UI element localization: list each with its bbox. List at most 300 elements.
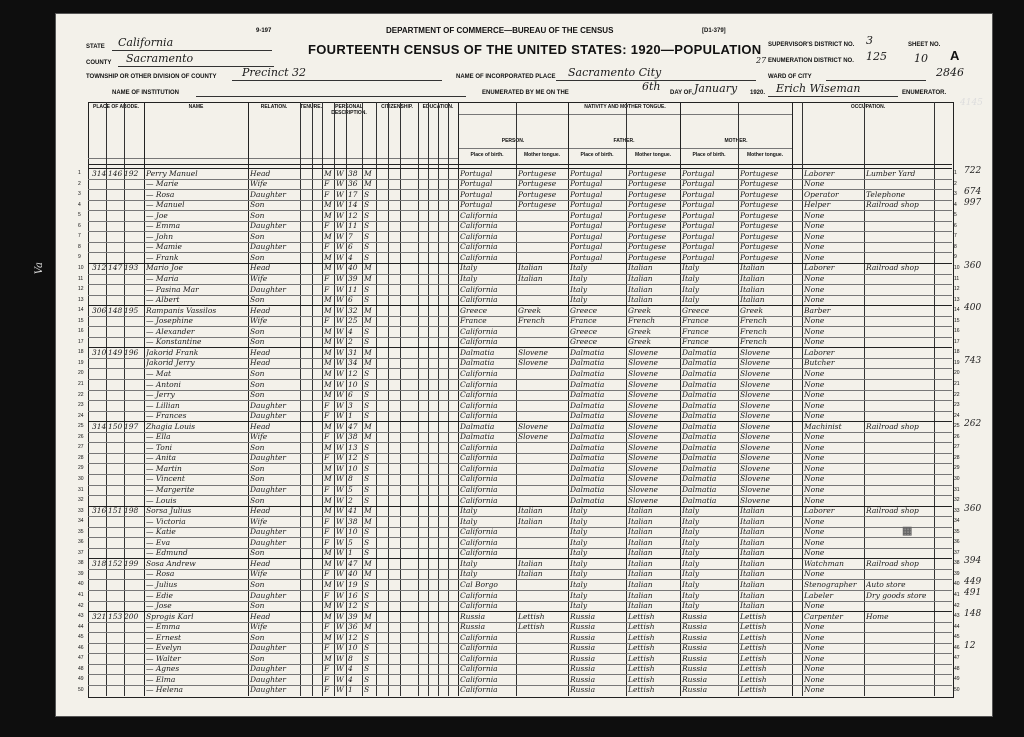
cell-f-tongue: Italian <box>628 569 653 579</box>
cell-race: W <box>336 495 344 505</box>
cell-m-tongue: French <box>740 326 768 336</box>
row-number: 35 <box>78 528 84 535</box>
cell-marital: S <box>364 210 370 220</box>
cell-age: 36 <box>348 179 358 189</box>
column-rule <box>248 102 249 696</box>
cell-f-birth: Greece <box>570 305 598 315</box>
cell-m-tongue: Lettish <box>740 622 767 632</box>
cell-birth: California <box>460 537 498 547</box>
cell-m-tongue: Portugese <box>740 252 779 262</box>
cell-m-tongue: Slovene <box>740 432 770 442</box>
cell-relation: Son <box>250 231 265 241</box>
row-number: 46 <box>78 644 84 651</box>
cell-age: 38 <box>348 168 358 178</box>
cell-f-tongue: Italian <box>628 527 653 537</box>
cell-age: 12 <box>348 453 358 463</box>
cell-marital: S <box>364 390 370 400</box>
cell-birth: California <box>460 379 498 389</box>
row-number: 20 <box>78 370 84 377</box>
cell-sex: M <box>324 263 332 273</box>
cell-family: 198 <box>124 506 139 516</box>
cell-name: — Emma <box>146 622 181 632</box>
cell-occupation: None <box>804 643 825 653</box>
cell-birth: California <box>460 252 498 262</box>
cell-race: W <box>336 569 344 579</box>
cell-age: 19 <box>348 579 358 589</box>
cell-marital: S <box>364 379 370 389</box>
cell-birth: Italy <box>460 506 478 516</box>
cell-marital: S <box>364 653 370 663</box>
cell-occupation: None <box>804 231 825 241</box>
form-number: 9-197 <box>256 28 272 34</box>
cell-f-birth: Italy <box>570 558 588 568</box>
cell-f-birth: Portugal <box>570 231 603 241</box>
cell-marital: S <box>364 590 370 600</box>
cell-occupation: None <box>804 274 825 283</box>
cell-industry: Dry goods store <box>866 590 926 600</box>
cell-age: 5 <box>348 537 353 547</box>
cell-relation: Son <box>250 495 265 505</box>
cell-sex: F <box>324 527 330 537</box>
cell-age: 1 <box>348 411 353 421</box>
cell-age: 39 <box>348 274 358 283</box>
cell-birth: Dalmatia <box>460 421 495 431</box>
cell-race: W <box>336 221 344 231</box>
margin-code: 400 <box>964 303 982 314</box>
header-occupation: OCCUPATION. <box>850 104 886 110</box>
cell-age: 2 <box>348 495 353 505</box>
margin-code: 674 <box>964 187 982 198</box>
margin-code: 262 <box>964 419 982 430</box>
cell-tongue: Slovene <box>518 358 548 368</box>
margin-code: 491 <box>964 588 982 598</box>
cell-age: 47 <box>348 421 358 431</box>
county-value: Sacramento <box>126 52 194 65</box>
cell-race: W <box>336 305 344 315</box>
cell-sex: M <box>324 495 332 505</box>
cell-f-birth: Russia <box>570 643 596 653</box>
cell-tongue: Slovene <box>518 432 548 442</box>
cell-occupation: None <box>804 632 825 642</box>
cell-family: 195 <box>124 305 139 315</box>
cell-m-tongue: French <box>740 316 768 326</box>
column-rule <box>626 102 627 696</box>
row-number: 15 <box>78 317 84 324</box>
cell-race: W <box>336 347 344 357</box>
cell-race: W <box>336 400 344 410</box>
cell-age: 12 <box>348 368 358 378</box>
row-number: 27 <box>78 444 84 451</box>
cell-tongue: Italian <box>518 516 543 526</box>
cell-m-birth: Italy <box>682 263 700 273</box>
column-rule <box>124 102 125 696</box>
cell-race: W <box>336 453 344 463</box>
row-number: 44 <box>954 623 960 630</box>
cell-name: — Joe <box>146 210 168 220</box>
cell-f-birth: France <box>570 316 597 326</box>
row-number: 32 <box>954 497 960 504</box>
cell-race: W <box>336 168 344 178</box>
supervisor-label: SUPERVISOR'S DISTRICT NO. <box>768 42 855 48</box>
cell-sex: M <box>324 632 332 642</box>
margin-note-left: Va <box>34 262 45 275</box>
cell-marital: M <box>364 622 372 632</box>
cell-race: W <box>336 463 344 473</box>
column-rule <box>400 102 401 696</box>
cell-sex: M <box>324 390 332 400</box>
cell-m-birth: Portugal <box>682 168 715 178</box>
cell-age: 14 <box>348 200 358 210</box>
cell-f-birth: Italy <box>570 274 588 283</box>
cell-race: W <box>336 548 344 558</box>
cell-birth: California <box>460 474 498 484</box>
cell-race: W <box>336 263 344 273</box>
cell-sex: F <box>324 590 330 600</box>
cell-name: — Helena <box>146 685 184 695</box>
row-number: 32 <box>78 497 84 504</box>
cell-relation: Wife <box>250 622 268 632</box>
cell-relation: Wife <box>250 274 268 283</box>
cell-race: W <box>336 252 344 262</box>
cell-f-tongue: Italian <box>628 579 653 589</box>
cell-occupation: None <box>804 664 825 674</box>
cell-relation: Head <box>250 347 271 357</box>
cell-race: W <box>336 611 344 621</box>
cell-m-tongue: Italian <box>740 569 765 579</box>
cell-sex: M <box>324 601 332 611</box>
row-number: 30 <box>954 475 960 482</box>
cell-relation: Head <box>250 168 271 178</box>
cell-industry: Railroad shop <box>866 263 919 273</box>
cell-marital: S <box>364 221 370 231</box>
cell-m-birth: Dalmatia <box>682 495 717 505</box>
header-mother-birth: Place of birth. <box>692 152 726 158</box>
header-tenure: TENURE. <box>300 104 322 110</box>
cell-name: Jakorid Jerry <box>146 358 195 368</box>
cell-tongue: Italian <box>518 569 543 579</box>
row-number: 36 <box>954 539 960 546</box>
row-number: 19 <box>954 359 960 366</box>
cell-f-tongue: Slovene <box>628 485 658 494</box>
cell-marital: M <box>364 179 372 189</box>
cell-m-tongue: Slovene <box>740 379 770 389</box>
cell-occupation: None <box>804 432 825 442</box>
cell-birth: California <box>460 485 498 494</box>
cell-birth: California <box>460 231 498 241</box>
cell-f-birth: Italy <box>570 263 588 273</box>
cell-sex: M <box>324 558 332 568</box>
cell-race: W <box>336 179 344 189</box>
cell-marital: S <box>364 579 370 589</box>
cell-relation: Son <box>250 442 265 452</box>
cell-marital: S <box>364 664 370 674</box>
cell-m-birth: Russia <box>682 632 708 642</box>
row-number: 1 <box>954 170 957 176</box>
row-number: 2 <box>78 180 81 187</box>
cell-tongue: Italian <box>518 558 543 568</box>
corner-note: 2846 <box>936 66 964 79</box>
cell-f-tongue: Slovene <box>628 368 658 378</box>
cell-race: W <box>336 189 344 199</box>
cell-occupation: None <box>804 337 825 347</box>
cell-birth: Portugal <box>460 189 493 199</box>
cell-m-birth: Dalmatia <box>682 453 717 463</box>
cell-age: 1 <box>348 685 353 695</box>
cell-f-birth: Dalmatia <box>570 400 605 410</box>
cell-occupation: None <box>804 295 825 305</box>
column-rule <box>458 102 459 696</box>
cell-industry: Railroad shop <box>866 421 919 431</box>
cell-tongue: Portugese <box>518 189 557 199</box>
cell-age: 12 <box>348 601 358 611</box>
cell-relation: Daughter <box>250 221 286 231</box>
cell-m-tongue: French <box>740 337 768 347</box>
cell-relation: Son <box>250 653 265 663</box>
cell-sex: M <box>324 295 332 305</box>
cell-race: W <box>336 421 344 431</box>
enumeration-day: 6th <box>642 80 661 93</box>
cell-f-birth: Dalmatia <box>570 485 605 494</box>
cell-m-tongue: Italian <box>740 548 765 558</box>
cell-occupation: None <box>804 326 825 336</box>
row-number: 45 <box>78 634 84 641</box>
cell-house: 316 <box>92 506 107 516</box>
cell-relation: Wife <box>250 432 268 442</box>
cell-marital: S <box>364 368 370 378</box>
cell-industry: Railroad shop <box>866 506 919 516</box>
cell-f-tongue: Greek <box>628 305 651 315</box>
row-number: 11 <box>78 275 84 282</box>
cell-occupation: None <box>804 463 825 473</box>
cell-marital: S <box>364 453 370 463</box>
column-rule <box>516 102 517 696</box>
cell-f-tongue: Lettish <box>628 643 655 653</box>
cell-age: 36 <box>348 622 358 632</box>
cell-m-tongue: Italian <box>740 263 765 273</box>
cell-race: W <box>336 527 344 537</box>
cell-dwelling: 149 <box>108 347 123 357</box>
row-number: 41 <box>954 592 960 598</box>
cell-age: 47 <box>348 558 358 568</box>
cell-occupation: Laborer <box>804 347 835 357</box>
cell-m-birth: Italy <box>682 558 700 568</box>
cell-tongue: French <box>518 316 546 326</box>
cell-relation: Daughter <box>250 590 286 600</box>
cell-occupation: None <box>804 221 825 231</box>
row-number: 48 <box>78 665 84 672</box>
cell-f-tongue: Lettish <box>628 653 655 663</box>
column-rule <box>346 102 347 696</box>
cell-birth: California <box>460 326 498 336</box>
cell-marital: M <box>364 347 372 357</box>
cell-sex: F <box>324 685 330 695</box>
column-rule <box>388 102 389 696</box>
cell-f-birth: Portugal <box>570 189 603 199</box>
cell-marital: S <box>364 485 370 494</box>
cell-m-birth: Russia <box>682 611 708 621</box>
cell-marital: S <box>364 337 370 347</box>
cell-birth: California <box>460 653 498 663</box>
cell-occupation: None <box>804 485 825 494</box>
cell-age: 16 <box>348 590 358 600</box>
cell-f-tongue: Slovene <box>628 432 658 442</box>
cell-f-tongue: Portugese <box>628 179 667 189</box>
cell-f-tongue: Portugese <box>628 242 667 252</box>
cell-family: 193 <box>124 263 139 273</box>
cell-m-birth: Russia <box>682 622 708 632</box>
cell-marital: M <box>364 168 372 178</box>
ward-label: WARD OF CITY <box>768 74 812 80</box>
cell-house: 306 <box>92 305 107 315</box>
row-number: 48 <box>954 665 960 672</box>
cell-name: — Edie <box>146 590 173 600</box>
cell-age: 11 <box>348 284 358 294</box>
incorporated-place-label: NAME OF INCORPORATED PLACE <box>456 74 556 80</box>
cell-occupation: None <box>804 474 825 484</box>
cell-m-tongue: Italian <box>740 537 765 547</box>
cell-age: 4 <box>348 664 353 674</box>
row-number: 23 <box>78 402 84 409</box>
cell-f-birth: Dalmatia <box>570 368 605 378</box>
cell-occupation: Laborer <box>804 263 835 273</box>
cell-age: 6 <box>348 295 353 305</box>
cell-tongue: Lettish <box>518 622 545 632</box>
column-rule <box>802 102 803 696</box>
row-number: 47 <box>78 655 84 662</box>
cell-age: 4 <box>348 252 353 262</box>
cell-birth: France <box>460 316 487 326</box>
cell-m-tongue: Slovene <box>740 358 770 368</box>
cell-f-tongue: Slovene <box>628 474 658 484</box>
cell-age: 13 <box>348 442 358 452</box>
cell-m-tongue: Portugese <box>740 189 779 199</box>
cell-relation: Daughter <box>250 527 286 537</box>
cell-sex: F <box>324 643 330 653</box>
cell-occupation: None <box>804 210 825 220</box>
cell-name: — Mat <box>146 368 172 378</box>
cell-relation: Daughter <box>250 453 286 463</box>
cell-age: 40 <box>348 263 358 273</box>
cell-relation: Daughter <box>250 685 286 695</box>
cell-m-tongue: Slovene <box>740 442 770 452</box>
cell-f-birth: Russia <box>570 632 596 642</box>
header-mother: MOTHER. <box>724 138 748 144</box>
cell-occupation: Laborer <box>804 168 835 178</box>
cell-m-tongue: Slovene <box>740 421 770 431</box>
enumerator-label: ENUMERATOR. <box>902 90 947 96</box>
cell-f-birth: Dalmatia <box>570 442 605 452</box>
cell-marital: M <box>364 358 372 368</box>
cell-m-birth: Dalmatia <box>682 442 717 452</box>
row-number: 4 <box>78 201 81 208</box>
row-number: 38 <box>954 560 960 567</box>
cell-birth: California <box>460 368 498 378</box>
cell-dwelling: 153 <box>108 611 123 621</box>
row-number: 42 <box>954 602 960 609</box>
row-number: 7 <box>78 233 81 240</box>
cell-birth: Italy <box>460 274 478 283</box>
cell-f-birth: Russia <box>570 664 596 674</box>
cell-m-birth: Dalmatia <box>682 463 717 473</box>
cell-m-birth: Dalmatia <box>682 411 717 421</box>
cell-relation: Son <box>250 379 265 389</box>
column-rule <box>568 102 569 696</box>
cell-marital: S <box>364 284 370 294</box>
cell-m-tongue: Italian <box>740 527 765 537</box>
cell-industry: Lumber Yard <box>866 168 916 178</box>
header-personal: PERSONAL DESCRIPTION. <box>331 104 367 116</box>
row-number: 40 <box>78 581 84 588</box>
cell-f-birth: Greece <box>570 337 598 347</box>
cell-marital: S <box>364 295 370 305</box>
row-number: 25 <box>78 423 84 430</box>
enumerator-name: Erich Wiseman <box>776 82 861 95</box>
header-relation: RELATION. <box>260 104 288 110</box>
cell-relation: Daughter <box>250 674 286 684</box>
cell-relation: Daughter <box>250 643 286 653</box>
cell-marital: M <box>364 316 372 326</box>
cell-marital: S <box>364 442 370 452</box>
cell-m-tongue: Lettish <box>740 674 767 684</box>
cell-m-tongue: Portugese <box>740 210 779 220</box>
cell-f-tongue: Italian <box>628 274 653 283</box>
cell-race: W <box>336 411 344 421</box>
cell-age: 5 <box>348 485 353 494</box>
row-number: 29 <box>78 465 84 472</box>
cell-name: — Martin <box>146 463 182 473</box>
cell-name: Perry Manuel <box>146 168 198 178</box>
cell-marital: S <box>364 252 370 262</box>
row-number: 12 <box>954 286 960 293</box>
cell-m-birth: Italy <box>682 516 700 526</box>
cell-sex: F <box>324 674 330 684</box>
cell-m-birth: Dalmatia <box>682 368 717 378</box>
cell-birth: California <box>460 411 498 421</box>
cell-sex: M <box>324 442 332 452</box>
row-number: 9 <box>78 254 81 261</box>
cell-marital: S <box>364 601 370 611</box>
cell-f-birth: Russia <box>570 653 596 663</box>
cell-age: 32 <box>348 305 358 315</box>
cell-m-tongue: Portugese <box>740 168 779 178</box>
cell-birth: Cal Borgo <box>460 579 498 589</box>
cell-sex: M <box>324 200 332 210</box>
cell-occupation: None <box>804 569 825 579</box>
cell-race: W <box>336 506 344 516</box>
cell-occupation: Machinist <box>804 421 842 431</box>
cell-race: W <box>336 316 344 326</box>
header-education: EDUCATION. <box>422 104 454 110</box>
cell-sex: F <box>324 453 330 463</box>
cell-race: W <box>336 242 344 252</box>
cell-birth: California <box>460 527 498 537</box>
row-number: 44 <box>78 623 84 630</box>
cell-f-birth: Dalmatia <box>570 463 605 473</box>
cell-birth: California <box>460 495 498 505</box>
cell-dwelling: 151 <box>108 506 123 516</box>
cell-occupation: None <box>804 685 825 695</box>
cell-race: W <box>336 210 344 220</box>
cell-f-birth: Italy <box>570 579 588 589</box>
cell-relation: Son <box>250 463 265 473</box>
cell-sex: F <box>324 242 330 252</box>
cell-occupation: None <box>804 674 825 684</box>
column-rule <box>300 102 301 696</box>
cell-marital: S <box>364 527 370 537</box>
cell-sex: M <box>324 611 332 621</box>
cell-marital: S <box>364 200 370 210</box>
cell-sex: M <box>324 252 332 262</box>
